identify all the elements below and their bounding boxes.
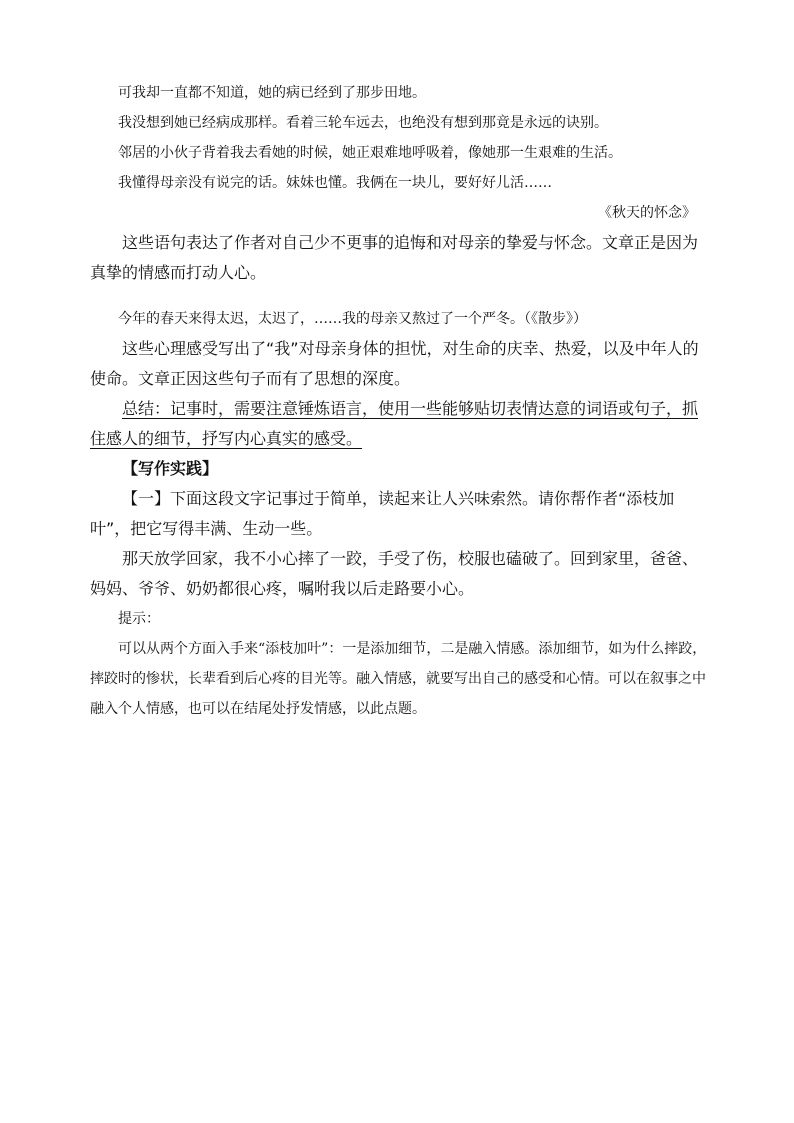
- spacer: [90, 288, 710, 304]
- hint-text: 可以从两个方面入手来“添枝加叶”：一是添加细节，二是融入情感。添加细节，如为什么摔跤，摔跤时的惨状，长辈看到后心疼的目光等。融入情感，就要写出自己的感受和心情。可以在叙事之中融入个人情感，也可以在结尾处抒发情感，以此点题。: [90, 641, 707, 717]
- section-title: 【写作实践】: [122, 459, 219, 478]
- task-one: 【一】下面这段文字记事过于简单，读起来让人兴味索然。请你帮作者“添枝加叶”，把它写得丰满、生动一些。: [90, 489, 675, 538]
- quote-line-2: 我没想到她已经病成那样。看着三轮车远去，也绝没有想到那竟是永远的诀别。: [118, 115, 608, 131]
- hint-label: 提示：: [118, 611, 160, 627]
- quote-2: 今年的春天来得太迟，太迟了，……我的母亲又熬过了一个严冬。（《散步》）: [118, 311, 587, 327]
- document-page: [90, 78, 710, 724]
- quote-line-1: 可我却一直都不知道，她的病已经到了那步田地。: [118, 85, 426, 101]
- quote-line-4: 我懂得母亲没有说完的话。妹妹也懂。我俩在一块儿，要好好儿活……: [118, 175, 552, 191]
- example-passage: 那天放学回家，我不小心摔了一跤，手受了伤，校服也磕破了。回到家里，爸爸、妈妈、爷爷、奶奶都很心疼，嘱咐我以后走路要小心。: [90, 549, 699, 598]
- summary-paragraph: 总结：记事时，需要注意锤炼语言，使用一些能够贴切表情达意的词语或句子，抓住感人的细节，抒写内心真实的感受。: [90, 399, 699, 448]
- analysis-paragraph-1: 这些语句表达了作者对自己少不更事的追悔和对母亲的挚爱与怀念。文章正是因为真挚的情感而打动人心。: [90, 233, 699, 282]
- analysis-paragraph-2: 这些心理感受写出了“我”对母亲身体的担忧，对生命的庆幸、热爱，以及中年人的使命。文章正因这些句子而有了思想的深度。: [90, 339, 699, 388]
- quote-source: 《秋天的怀念》: [598, 205, 696, 221]
- quote-line-3: 邻居的小伙子背着我去看她的时候，她正艰难地呼吸着，像她那一生艰难的生活。: [118, 145, 622, 161]
